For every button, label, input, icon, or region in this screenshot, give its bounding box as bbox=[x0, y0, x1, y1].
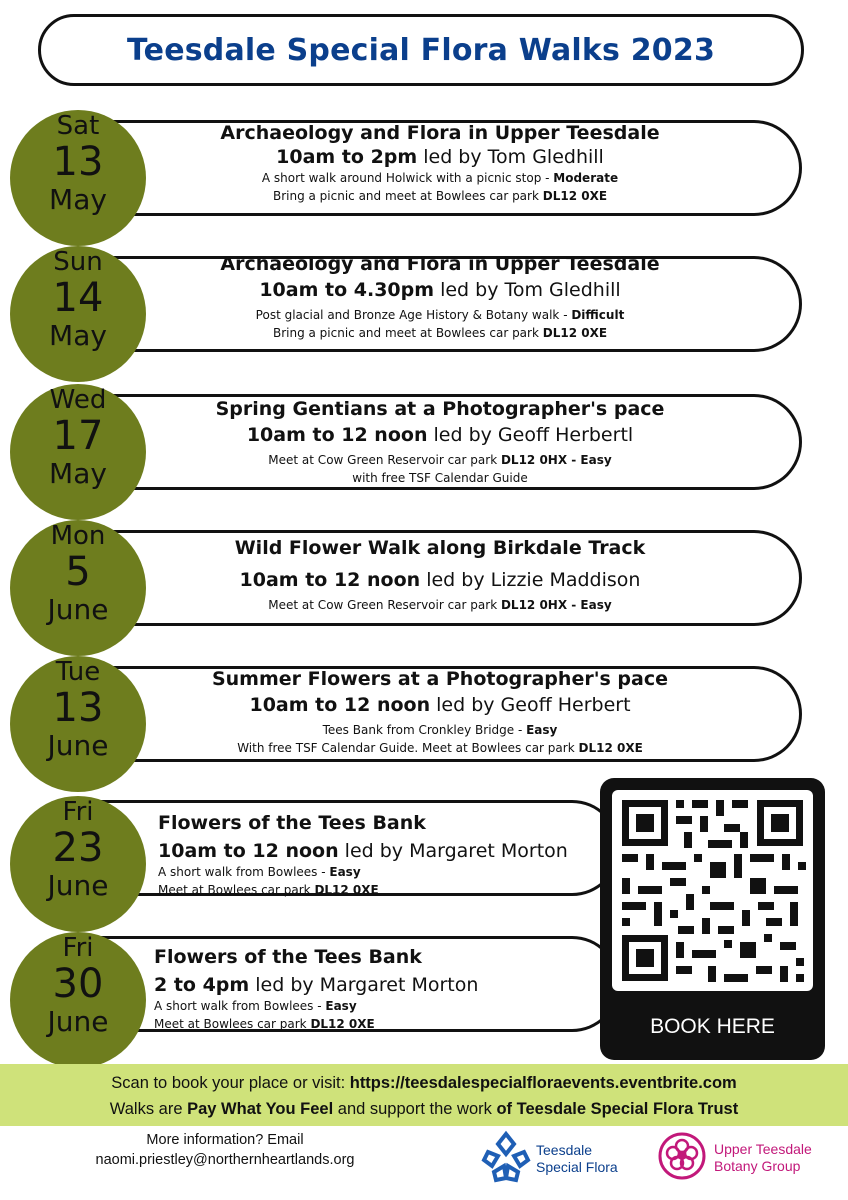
date-day: Mon bbox=[50, 521, 106, 551]
date-number: 23 bbox=[52, 825, 104, 871]
qr-code-graphic bbox=[612, 790, 813, 991]
banner-line-2: Walks are Pay What You Feel and support the work of Teesdale Special Flora Trust bbox=[109, 1100, 739, 1118]
date-number: 14 bbox=[52, 275, 104, 321]
date-badge bbox=[10, 110, 146, 246]
event-item[interactable] bbox=[0, 111, 848, 226]
event-meeting: Meet at Bowlees car park DL12 0XE bbox=[158, 883, 379, 897]
event-item[interactable] bbox=[0, 247, 848, 362]
event-time: 10am to 4.30pm led by Tom Gledhill bbox=[259, 279, 621, 301]
date-month: June bbox=[47, 729, 109, 762]
event-item[interactable] bbox=[0, 657, 848, 772]
date-day: Sun bbox=[53, 247, 103, 277]
date-badge bbox=[10, 384, 146, 520]
logo2-text: Upper Teesdale Botany Group bbox=[714, 1141, 812, 1174]
contact-label: More information? Email bbox=[146, 1132, 304, 1148]
date-month: May bbox=[49, 457, 107, 490]
event-title: Flowers of the Tees Bank bbox=[158, 812, 426, 834]
event-title: Flowers of the Tees Bank bbox=[154, 946, 422, 968]
event-title: Spring Gentians at a Photographer's pace bbox=[215, 398, 665, 420]
date-month: June bbox=[47, 593, 109, 626]
event-meeting: Meet at Cow Green Reservoir car park DL12 0HX - Easy bbox=[268, 598, 612, 612]
date-number: 17 bbox=[52, 413, 104, 459]
page-title: Teesdale Special Flora Walks 2023 bbox=[126, 32, 716, 68]
event-time: 2 to 4pm led by Margaret Morton bbox=[154, 974, 479, 996]
date-number: 5 bbox=[65, 549, 91, 595]
event-title: Wild Flower Walk along Birkdale Track bbox=[234, 537, 646, 559]
date-month: June bbox=[47, 869, 109, 902]
event-meeting: With free TSF Calendar Guide. Meet at Bowlees car park DL12 0XE bbox=[237, 741, 643, 755]
upper-teesdale-botany-group-logo bbox=[656, 1128, 836, 1188]
banner-line-1: Scan to book your place or visit: https://teesdalespecialfloraevents.eventbrite.com bbox=[111, 1074, 737, 1092]
event-title: Archaeology and Flora in Upper Teesdale bbox=[220, 253, 660, 275]
date-number: 13 bbox=[52, 139, 104, 185]
date-badge bbox=[10, 520, 146, 656]
date-badge bbox=[10, 796, 146, 932]
event-details bbox=[150, 121, 730, 205]
event-time: 10am to 12 noon led by Geoff Herbert bbox=[249, 694, 631, 716]
event-title: Summer Flowers at a Photographer's pace bbox=[211, 668, 669, 690]
teesdale-special-flora-logo bbox=[480, 1128, 620, 1188]
contact-email[interactable]: naomi.priestley@northernheartlands.org bbox=[95, 1152, 355, 1168]
booking-banner bbox=[0, 1064, 848, 1126]
event-time: 10am to 12 noon led by Lizzie Maddison bbox=[239, 569, 641, 591]
date-badge bbox=[10, 932, 146, 1068]
booking-link[interactable]: https://teesdalespecialfloraevents.eventbrite.com bbox=[349, 1074, 737, 1092]
event-details bbox=[158, 811, 588, 899]
event-meeting: Meet at Cow Green Reservoir car park DL12 0HX - Easy bbox=[268, 453, 612, 467]
date-badge bbox=[10, 246, 146, 382]
event-meeting: Bring a picnic and meet at Bowlees car park DL12 0XE bbox=[272, 326, 608, 340]
date-day: Tue bbox=[55, 657, 101, 687]
date-day: Fri bbox=[62, 933, 94, 963]
event-note: A short walk from Bowlees - Easy bbox=[158, 865, 361, 879]
date-number: 30 bbox=[52, 961, 104, 1007]
event-time: 10am to 2pm led by Tom Gledhill bbox=[276, 146, 604, 168]
event-item[interactable] bbox=[0, 385, 848, 500]
date-day: Sat bbox=[56, 111, 100, 141]
flower-circle-icon bbox=[656, 1128, 708, 1184]
flower-logo-icon bbox=[480, 1128, 532, 1184]
date-month: May bbox=[49, 183, 107, 216]
event-details bbox=[154, 945, 584, 1033]
event-note: Tees Bank from Cronkley Bridge - Easy bbox=[322, 723, 558, 737]
logo1-text: Teesdale Special Flora bbox=[536, 1142, 618, 1175]
page-title-box bbox=[38, 14, 804, 86]
event-item[interactable] bbox=[0, 521, 848, 636]
event-meeting: Meet at Bowlees car park DL12 0XE bbox=[154, 1017, 375, 1031]
date-badge bbox=[10, 656, 146, 792]
event-title: Archaeology and Flora in Upper Teesdale bbox=[220, 122, 660, 144]
qr-booking-card[interactable] bbox=[600, 778, 825, 1060]
event-note: Post glacial and Bronze Age History & Botany walk - Difficult bbox=[255, 308, 625, 322]
event-details bbox=[150, 252, 730, 342]
event-meeting: Bring a picnic and meet at Bowlees car park DL12 0XE bbox=[272, 189, 608, 203]
event-note: A short walk around Holwick with a picnic stop - Moderate bbox=[261, 171, 619, 185]
event-details bbox=[150, 397, 730, 487]
event-note: A short walk from Bowlees - Easy bbox=[154, 999, 357, 1013]
event-time: 10am to 12 noon led by Margaret Morton bbox=[158, 840, 568, 862]
date-number: 13 bbox=[52, 685, 104, 731]
event-details bbox=[150, 667, 730, 757]
qr-code[interactable] bbox=[612, 790, 813, 991]
date-month: May bbox=[49, 319, 107, 352]
book-here-button[interactable]: BOOK HERE bbox=[650, 1015, 775, 1038]
event-note: with free TSF Calendar Guide bbox=[352, 471, 528, 485]
date-day: Wed bbox=[49, 385, 107, 415]
event-details bbox=[150, 536, 730, 614]
event-time: 10am to 12 noon led by Geoff Herbertl bbox=[246, 424, 634, 446]
date-month: June bbox=[47, 1005, 109, 1038]
date-day: Fri bbox=[62, 797, 94, 827]
contact-info bbox=[60, 1130, 390, 1170]
